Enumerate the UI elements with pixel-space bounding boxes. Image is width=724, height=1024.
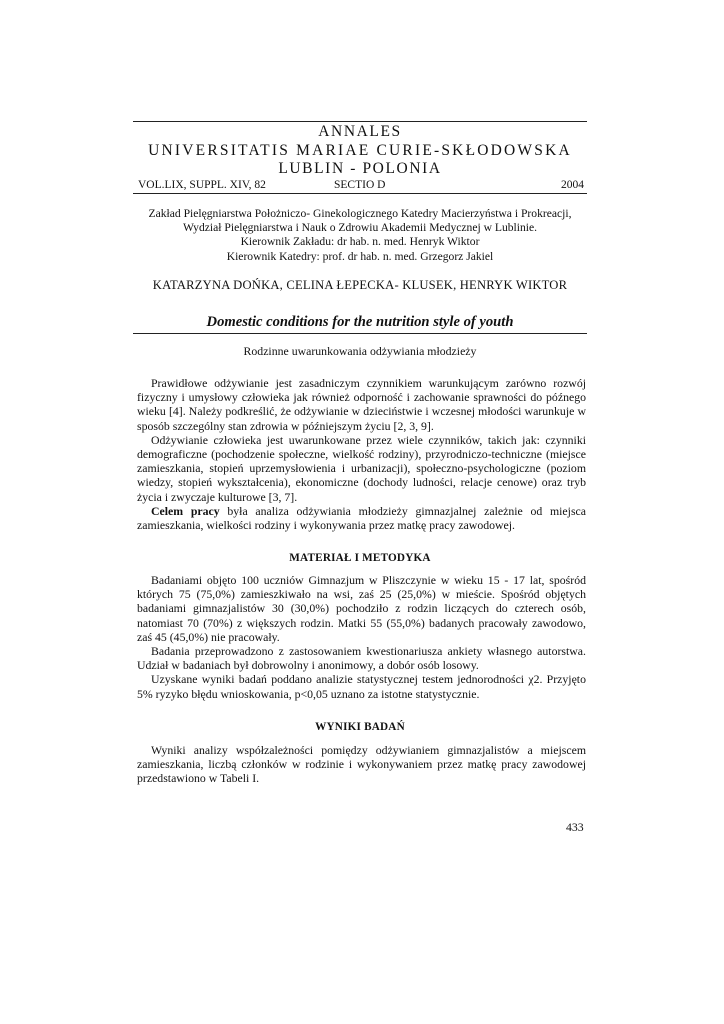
introduction-section <box>137 376 586 532</box>
affiliation-line: Kierownik Katedry: prof. dr hab. n. med. Grzegorz Jakiel <box>226 249 494 263</box>
results-paragraph: Wyniki analizy współzależności pomiędzy odżywianiem gimnazjalistów a miejscem zamieszkania, liczbą członków w rodzinie i wykonywaniem przez matkę pracy zawodowej przedstawiono w Tabeli I. <box>137 743 586 786</box>
methods-paragraph: Badania przeprowadzono z zastosowaniem kwestionariusza ankiety własnego autorstwa. Udział w badaniach był dobrowolny i anonimowy, a dobór osób losowy. <box>137 644 586 673</box>
article-title-polish: Rodzinne uwarunkowania odżywiania młodzieży <box>243 344 477 358</box>
aim-text: była analiza odżywiania młodzieży gimnazjalnej zależnie od miejsca zamieszkania, wielkości rodziny i wykonywania przez matkę pracy zawodowej. <box>137 503 587 533</box>
article-title-english: Domestic conditions for the nutrition style of youth <box>206 314 514 330</box>
year-label: 2004 <box>561 179 584 191</box>
intro-paragraph: Odżywianie człowieka jest uwarunkowane przez wiele czynników, takich jak: czynniki demograficzne (pochodzenie społeczne, wielkość rodziny), przyrodniczo-techniczne (miejsce zamieszkania, stopień uprzemysłowienia i urbanizacji), społeczno-psychologiczne (poziom wiedzy, stopień wykształcenia), ekonomiczne (dochody ludności, relacje cenowe) oraz tryb życia i zwyczaje kulturowe [3, 7]. <box>137 432 586 504</box>
results-section <box>137 743 586 786</box>
aim-label: Celem pracy <box>151 503 220 518</box>
affiliation-block <box>133 207 587 264</box>
affiliation-line: Zakład Pielęgniarstwa Położniczo- Ginekologicznego Katedry Macierzyństwa i Prokreacji, <box>148 207 572 220</box>
methods-paragraph: Uzyskane wyniki badań poddano analizie statystycznej testem jednorodności χ2. Przyjęto 5% ryzyko błędu wnioskowania, p<0,05 uznano za istotne statystycznie. <box>137 672 586 701</box>
authors: KATARZYNA DOŃKA, CELINA ŁEPECKA- KLUSEK, HENRYK WIKTOR <box>152 278 568 292</box>
intro-paragraph: Prawidłowe odżywianie jest zasadniczym czynnikiem warunkującym zarówno rozwój fizyczny i umysłowy człowieka jak również odporność i zachowanie sprawności do późnego wieku [4]. Należy podkreślić, że odżywianie w dzieciństwie i wczesnej młodości warunkuje w sposób szczególny stan zdrowia w późniejszym życiu [2, 3, 9]. <box>137 376 586 433</box>
sectio-label: SECTIO D <box>334 179 386 191</box>
affiliation-line: Kierownik Zakładu: dr hab. n. med. Henryk Wiktor <box>240 235 480 249</box>
methods-paragraph: Badaniami objęto 100 uczniów Gimnazjum w Pliszczynie w wieku 15 - 17 lat, spośród których 75 (75,0%) zamieszkiwało na wsi, zaś 25 (25,0%) w mieście. Spośród objętych badaniami gimnazjalistów 30 (30,0%) pochodziło z rodzin liczących do czterech osób, natomiast 70 (70%) z większych rodzin. Matki 55 (55,0%) badanych pracowały zawodowo, zaś 45 (45,0%) nie pracowały. <box>137 573 586 644</box>
aim-paragraph <box>137 504 586 532</box>
results-heading: WYNIKI BADAŃ <box>315 721 405 733</box>
journal-title-annales: ANNALES <box>318 123 402 140</box>
affiliation-line: Wydział Pielęgniarstwa i Nauk o Zdrowiu Akademii Medycznej w Lublinie. <box>182 221 538 235</box>
header-rule-bottom <box>133 193 587 194</box>
title-rule <box>133 333 587 334</box>
methods-heading: MATERIAŁ I METODYKA <box>289 552 431 564</box>
volume-label: VOL.LIX, SUPPL. XIV, 82 <box>138 179 266 191</box>
page-number: 433 <box>566 820 584 834</box>
methods-section <box>137 573 586 701</box>
journal-title-city: LUBLIN - POLONIA <box>278 160 442 177</box>
journal-title-university: UNIVERSITATIS MARIAE CURIE-SKŁODOWSKA <box>148 142 572 159</box>
